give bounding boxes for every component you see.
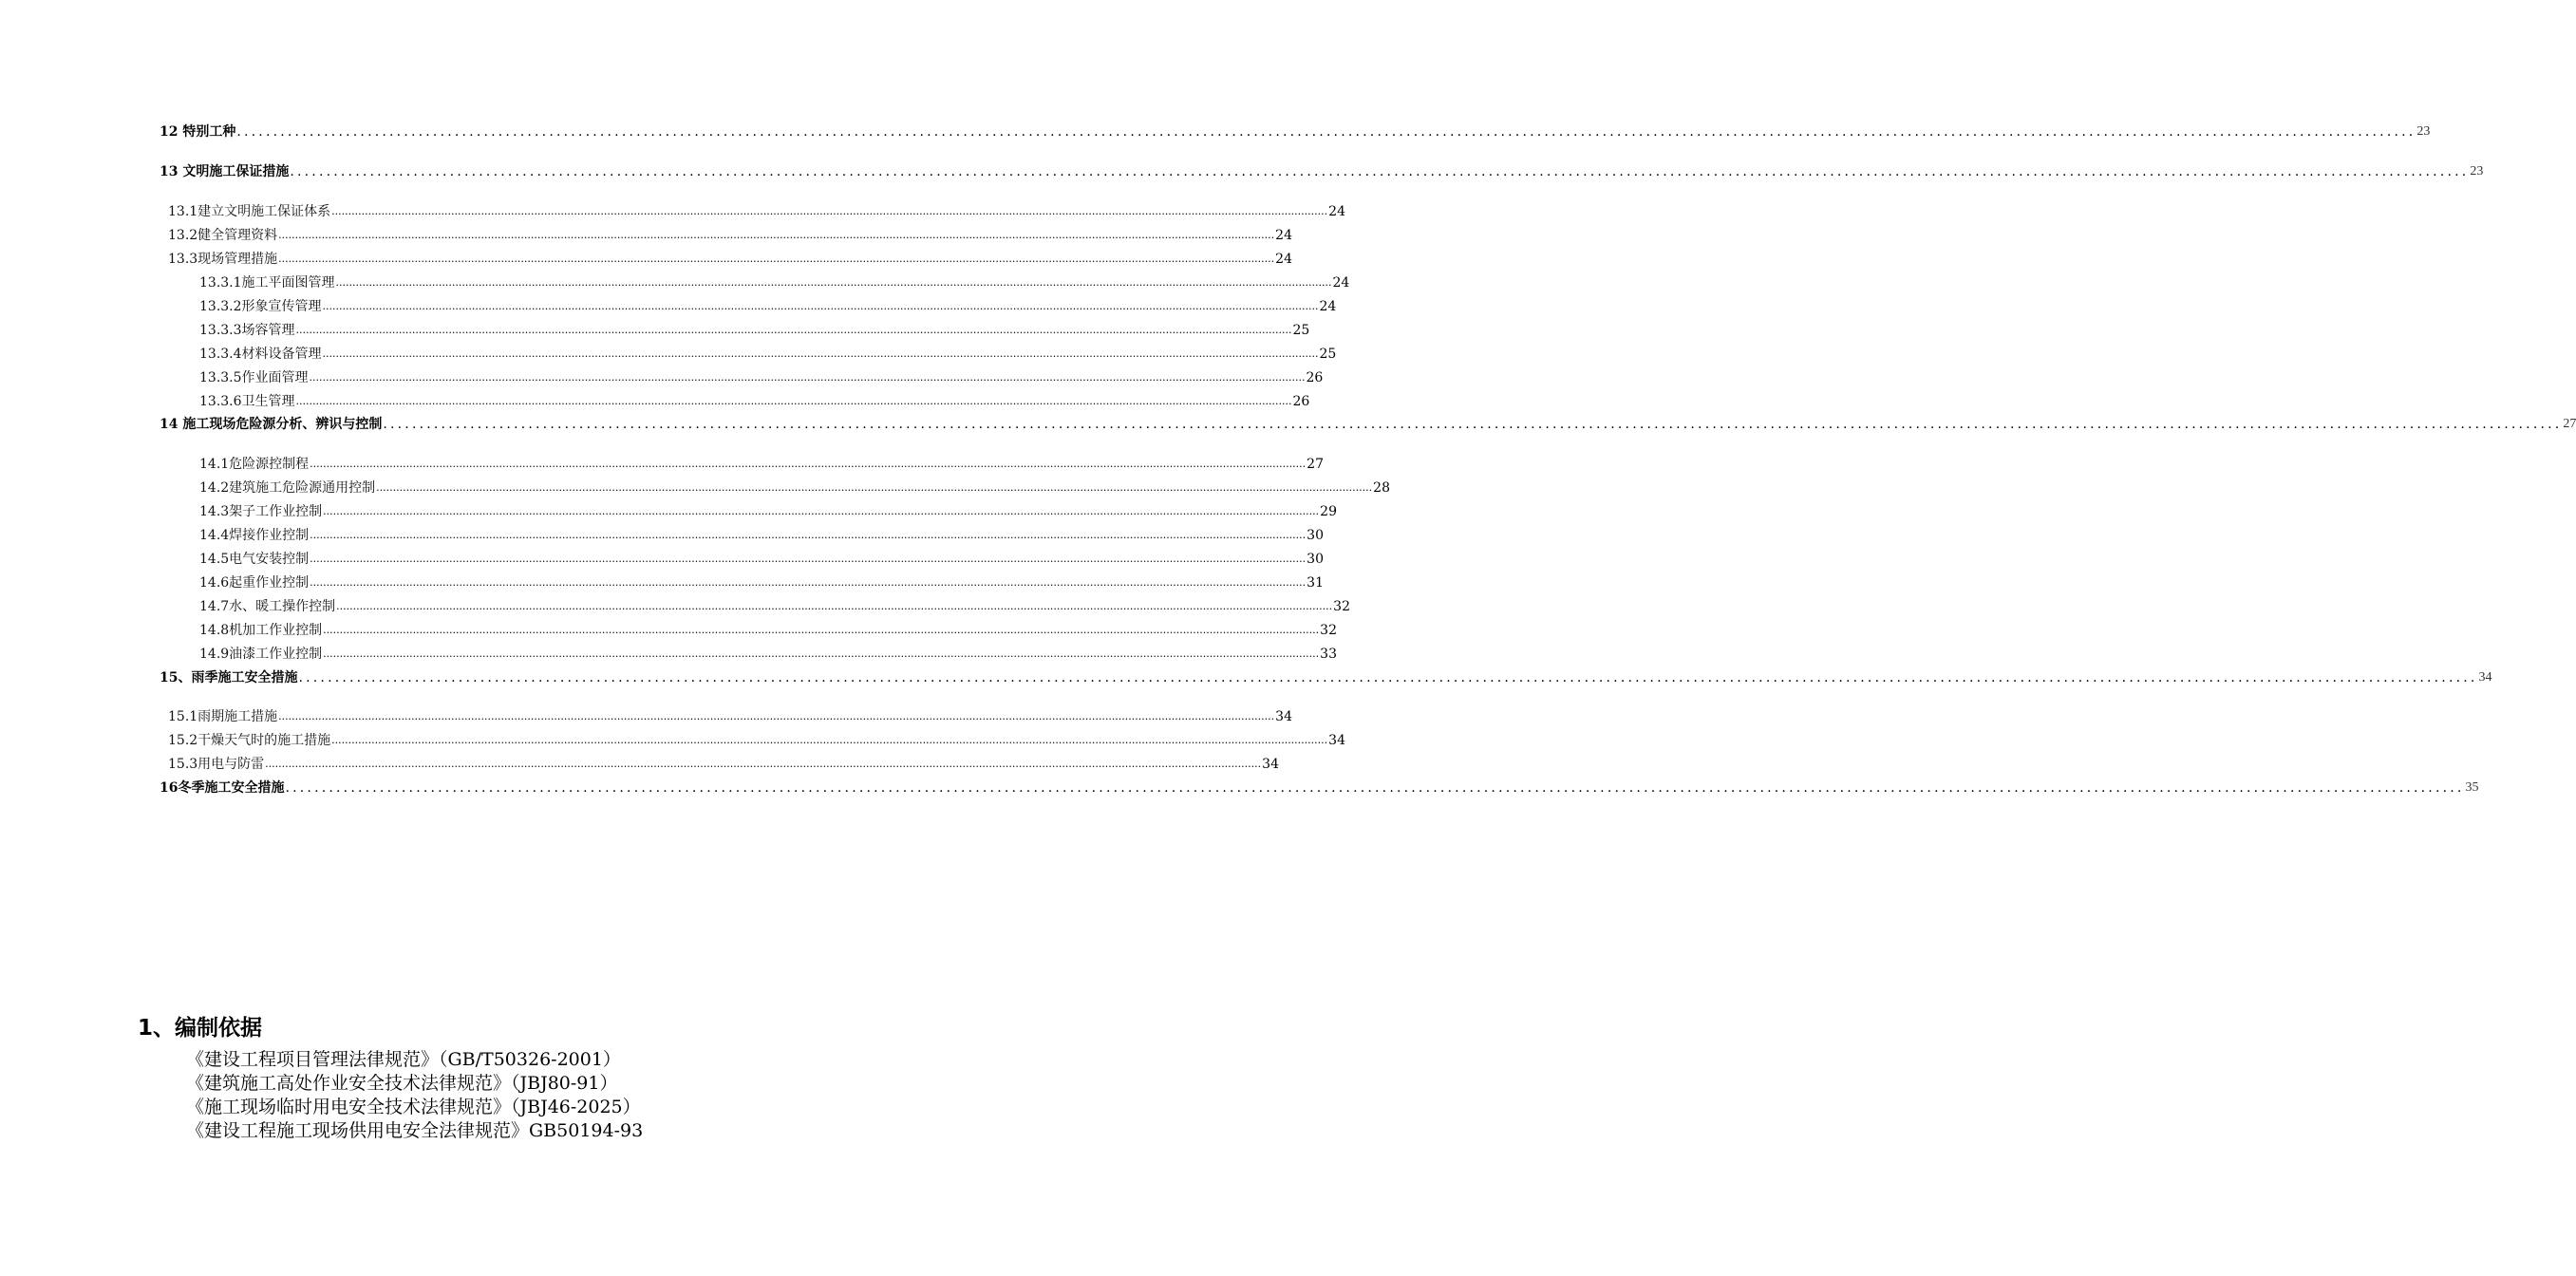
- toc-entry[interactable]: [168, 199, 1345, 220]
- toc-leader: ............................................................................................................................................................................................................................................................................................................: [278, 253, 1275, 265]
- toc-label: 16冬季施工安全措施: [160, 780, 285, 796]
- toc-label: 14.1危险源控制程: [199, 457, 310, 472]
- toc-label: 13.3.6卫生管理: [199, 394, 295, 409]
- toc-page: 24: [1332, 275, 1350, 291]
- toc-label: 14.6起重作业控制: [199, 575, 310, 591]
- toc-entry[interactable]: [199, 318, 1310, 339]
- toc-entry[interactable]: [160, 666, 2492, 686]
- reference-item: 《建设工程施工现场供用电安全法律规范》GB50194-93: [186, 1120, 644, 1141]
- toc-page: 23: [2470, 164, 2484, 178]
- toc-page: 26: [1292, 394, 1310, 409]
- toc-label: 14.3架子工作业控制: [199, 504, 323, 519]
- toc-page: 32: [1320, 623, 1337, 638]
- toc-entry[interactable]: [160, 120, 2431, 141]
- toc-label: 13.1建立文明施工保证体系: [168, 204, 331, 219]
- toc-label: 13.3.4材料设备管理: [199, 347, 322, 362]
- toc-label: 15.2干燥天气时的施工措施: [168, 733, 331, 748]
- toc-page: 24: [1275, 252, 1292, 267]
- toc-label: 15.1雨期施工措施: [168, 709, 278, 724]
- toc-label: 15.3用电与防雷: [168, 757, 265, 772]
- toc-label: 14 施工现场危险源分析、辨识与控制: [160, 417, 383, 432]
- toc-page: 27: [2563, 417, 2576, 431]
- section-heading: 1、编制依据: [138, 1016, 263, 1041]
- toc-leader: ............................................................................................................................................................................................................................................................................................................: [295, 395, 1292, 407]
- toc-label: 15、雨季施工安全措施: [160, 670, 298, 685]
- toc-leader: ............................................................................................................................................................................................................................................................................................................: [383, 417, 2563, 432]
- toc-page: 31: [1307, 575, 1324, 591]
- reference-item: 《施工现场临时用电安全技术法律规范》（JBJ46-2025）: [186, 1097, 641, 1117]
- toc-label: 12 特别工种: [160, 124, 236, 140]
- toc-leader: ............................................................................................................................................................................................................................................................................................................: [310, 553, 1307, 565]
- toc-entry[interactable]: [160, 160, 2484, 180]
- toc-page: 24: [1275, 228, 1292, 243]
- toc-leader: ............................................................................................................................................................................................................................................................................................................: [323, 505, 1320, 517]
- toc-page: 24: [1319, 299, 1337, 314]
- toc-leader: ............................................................................................................................................................................................................................................................................................................: [322, 347, 1319, 360]
- toc-label: 14.2建筑施工危险源通用控制: [199, 480, 376, 496]
- toc-page: 34: [1275, 709, 1292, 724]
- toc-entry[interactable]: [199, 452, 1324, 473]
- toc-entry[interactable]: [199, 294, 1337, 315]
- toc-label: 13.3现场管理措施: [168, 252, 278, 267]
- toc-entry[interactable]: [168, 247, 1292, 268]
- toc-entry[interactable]: [199, 342, 1337, 363]
- reference-item: 《建设工程项目管理法律规范》（GB/T50326-2001）: [186, 1049, 621, 1070]
- toc-label: 13.2健全管理资料: [168, 228, 278, 243]
- toc-page: 27: [1307, 457, 1324, 472]
- toc-label: 14.7水、暖工操作控制: [199, 599, 336, 614]
- toc-page: 35: [2465, 780, 2479, 795]
- toc-label: 13 文明施工保证措施: [160, 164, 290, 179]
- toc-page: 33: [1320, 647, 1337, 662]
- toc-leader: ............................................................................................................................................................................................................................................................................................................: [278, 229, 1275, 241]
- toc-leader: ............................................................................................................................................................................................................................................................................................................: [290, 164, 2470, 179]
- reference-list: [186, 1048, 643, 1143]
- toc-label: 14.8机加工作业控制: [199, 623, 323, 638]
- toc-page: 34: [2478, 670, 2492, 685]
- toc-entry[interactable]: [168, 704, 1292, 725]
- toc-page: 25: [1319, 347, 1337, 362]
- toc-leader: ............................................................................................................................................................................................................................................................................................................: [322, 300, 1319, 312]
- toc-leader: ............................................................................................................................................................................................................................................................................................................: [298, 670, 2478, 685]
- toc-label: 14.9油漆工作业控制: [199, 647, 323, 662]
- toc-entry[interactable]: [168, 223, 1292, 244]
- toc-entry[interactable]: [168, 752, 1279, 773]
- toc-leader: ............................................................................................................................................................................................................................................................................................................: [336, 600, 1333, 612]
- toc-page: 30: [1307, 528, 1324, 543]
- toc-leader: ............................................................................................................................................................................................................................................................................................................: [310, 458, 1307, 470]
- toc-entry[interactable]: [199, 547, 1324, 568]
- toc-label: 13.3.1施工平面图管理: [199, 275, 335, 291]
- toc-leader: ............................................................................................................................................................................................................................................................................................................: [331, 205, 1328, 217]
- toc-leader: ............................................................................................................................................................................................................................................................................................................: [335, 276, 1332, 289]
- toc-leader: ............................................................................................................................................................................................................................................................................................................: [323, 647, 1320, 660]
- toc-entry[interactable]: [199, 366, 1324, 386]
- toc-entry[interactable]: [199, 476, 1390, 497]
- toc-entry[interactable]: [168, 728, 1345, 749]
- toc-entry[interactable]: [199, 389, 1310, 410]
- toc-entry[interactable]: [199, 594, 1350, 615]
- toc-entry[interactable]: [199, 499, 1337, 520]
- toc-page: 30: [1307, 552, 1324, 567]
- toc-page: 25: [1292, 323, 1310, 338]
- toc-page: 34: [1328, 733, 1345, 748]
- toc-label: 13.3.3场容管理: [199, 323, 295, 338]
- toc-page: 29: [1320, 504, 1337, 519]
- toc-leader: ............................................................................................................................................................................................................................................................................................................: [236, 124, 2416, 140]
- toc-entry[interactable]: [199, 618, 1337, 639]
- reference-item: 《建筑施工高处作业安全技术法律规范》（JBJ80-91）: [186, 1073, 618, 1094]
- toc-leader: ............................................................................................................................................................................................................................................................................................................: [376, 481, 1373, 494]
- toc-entry[interactable]: [199, 642, 1337, 663]
- toc-leader: ............................................................................................................................................................................................................................................................................................................: [331, 734, 1328, 746]
- toc-leader: ............................................................................................................................................................................................................................................................................................................: [295, 324, 1292, 336]
- toc-page: 28: [1373, 480, 1390, 496]
- toc-page: 26: [1306, 370, 1324, 385]
- toc-leader: ............................................................................................................................................................................................................................................................................................................: [323, 624, 1320, 636]
- toc-leader: ............................................................................................................................................................................................................................................................................................................: [285, 780, 2465, 796]
- toc-leader: ............................................................................................................................................................................................................................................................................................................: [278, 710, 1275, 722]
- toc-entry[interactable]: [199, 271, 1350, 291]
- toc-label: 13.3.2形象宣传管理: [199, 299, 322, 314]
- toc-page: 32: [1333, 599, 1350, 614]
- toc-leader: ............................................................................................................................................................................................................................................................................................................: [310, 529, 1307, 541]
- toc-leader: ............................................................................................................................................................................................................................................................................................................: [265, 758, 1262, 770]
- toc-entry[interactable]: [160, 412, 2576, 433]
- toc-page: 24: [1328, 204, 1345, 219]
- toc-entry[interactable]: [160, 776, 2479, 797]
- toc-page: 23: [2416, 124, 2431, 139]
- toc-entry[interactable]: [199, 523, 1324, 544]
- toc-label: 14.5电气安装控制: [199, 552, 310, 567]
- toc-entry[interactable]: [199, 571, 1324, 591]
- toc-leader: ............................................................................................................................................................................................................................................................................................................: [309, 371, 1306, 384]
- toc-label: 14.4焊接作业控制: [199, 528, 310, 543]
- toc-page: 34: [1262, 757, 1279, 772]
- toc-leader: ............................................................................................................................................................................................................................................................................................................: [310, 576, 1307, 589]
- toc-label: 13.3.5作业面管理: [199, 370, 309, 385]
